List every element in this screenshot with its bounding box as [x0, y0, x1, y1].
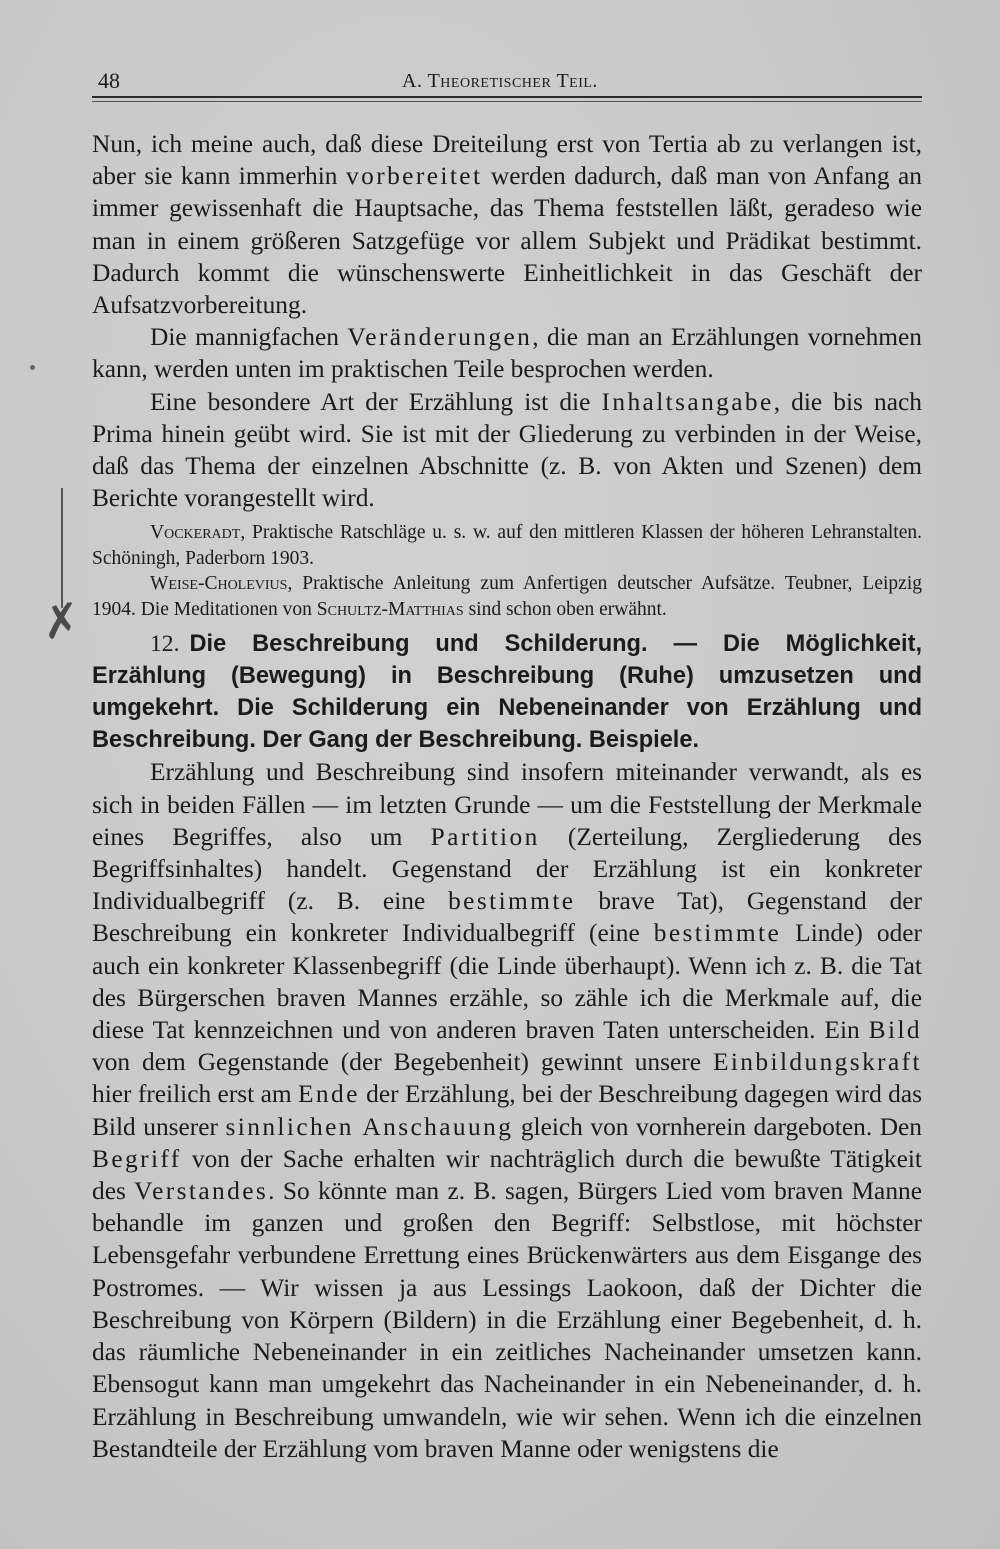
margin-pencil-line	[61, 488, 63, 608]
paragraph-2: Die mannigfachen Veränderungen, die man an Erzählungen vornehmen kann, werden unten im praktischen Teile besprochen werden.	[92, 323, 923, 384]
reference-2: Weise-Cholevius, Praktische Anleitung zum Anfertigen deutscher Aufsätze. Teubner, Leipzig 1904. Die Meditationen von Schultz-Matthias sind schon oben erwähnt.	[92, 573, 922, 620]
paragraph-3: Eine besondere Art der Erzählung ist die Inhaltsangabe, die bis nach Prima hinein geübt wird. Sie ist mit der Gliederung zu verbinden in der Weise, daß das Thema der einzelnen Abschnitte (z. B. von Akten und Szenen) dem Berichte vorangestellt wird.	[92, 387, 922, 513]
running-title: A. Theoretischer Teil.	[402, 70, 598, 92]
page-number: 48	[98, 68, 120, 93]
section-heading	[92, 628, 922, 756]
reference-1: Vockeradt, Praktische Ratschläge u. s. w. auf den mittleren Klassen der höheren Lehranstalten. Schöningh, Paderborn 1903.	[92, 522, 922, 569]
margin-pencil-cross-icon: ✗	[38, 591, 85, 651]
page-body	[92, 128, 922, 1465]
section-title: Die Beschreibung und Schilderung. — Die Möglichkeit, Erzählung (Bewegung) in Beschreibung (Ruhe) umzusetzen und umgekehrt. Die Schilderung ein Nebeneinander von Erzählung und Beschreibung. Der Gang der Beschreibung. Beispiele.	[92, 631, 922, 754]
section-number: 12.	[150, 631, 180, 658]
paragraph-4: Erzählung und Beschreibung sind insofern miteinander verwandt, als es sich in beiden Fällen — im letzten Grunde — um die Feststellung der Merkmale eines Begriffes, also um Partition (Zerteilung, Zergliederung des Begriffsinhaltes) handelt. Gegenstand der Erzählung ist ein konkreter Individualbegriff (z. B. eine bestimmte brave Tat), Gegenstand der Beschreibung ein konkreter Individualbegriff (eine bestimmte Linde) oder auch ein konkreter Klassenbegriff (die Linde überhaupt). Wenn ich z. B. die Tat des Bürgerschen braven Mannes erzähle, so zähle ich die Merkmale auf, die diese Tat kennzeichnen und von anderen braven Taten unterscheiden. Ein Bild von dem Gegenstande (der Begebenheit) gewinnt unsere Einbildungskraft hier freilich erst am Ende der Erzählung, bei der Beschreibung dagegen wird das Bild unserer sinnlichen Anschauung gleich von vornherein dargeboten. Den Begriff von der Sache erhalten wir nachträglich durch die bewußte Tätigkeit des Verstandes. So könnte man z. B. sagen, Bürgers Lied vom braven Manne behandle im ganzen und großen den Begriff: Selbstlose, mit höchster Lebensgefahr verbundene Errettung eines Brückenwärters aus dem Eisgange des Postromes. — Wir wissen ja aus Lessings Laokoon, daß der Dichter die Beschreibung von Körpern (Bildern) in die Erzählung einer Begebenheit, d. h. das räumliche Nebeneinander in ein zeitliches Nacheinander umsetzen kann. Ebensogut kann man umgekehrt das Nacheinander in ein Nebeneinander, d. h. Erzählung in Beschreibung umwandeln, wie wir sehen. Wenn ich die einzelnen Bestandteile der Erzählung vom braven Manne oder wenigstens die	[92, 758, 922, 1463]
paragraph-1: Nun, ich meine auch, daß diese Dreiteilung erst von Tertia ab zu verlangen ist, aber sie kann immerhin vorbereitet werden dadurch, daß man von Anfang an immer gewissenhaft die Hauptsache, das Thema feststellen läßt, geradeso wie man in einem größeren Satzgefüge vor allem Subjekt und Prädikat bestimmt. Dadurch kommt die wünschenswerte Einheitlichkeit in das Geschäft der Aufsatzvorbereitung.	[92, 130, 922, 320]
header-rule	[92, 96, 922, 102]
page-header	[92, 62, 922, 94]
margin-speck	[30, 365, 35, 370]
references	[92, 520, 922, 622]
